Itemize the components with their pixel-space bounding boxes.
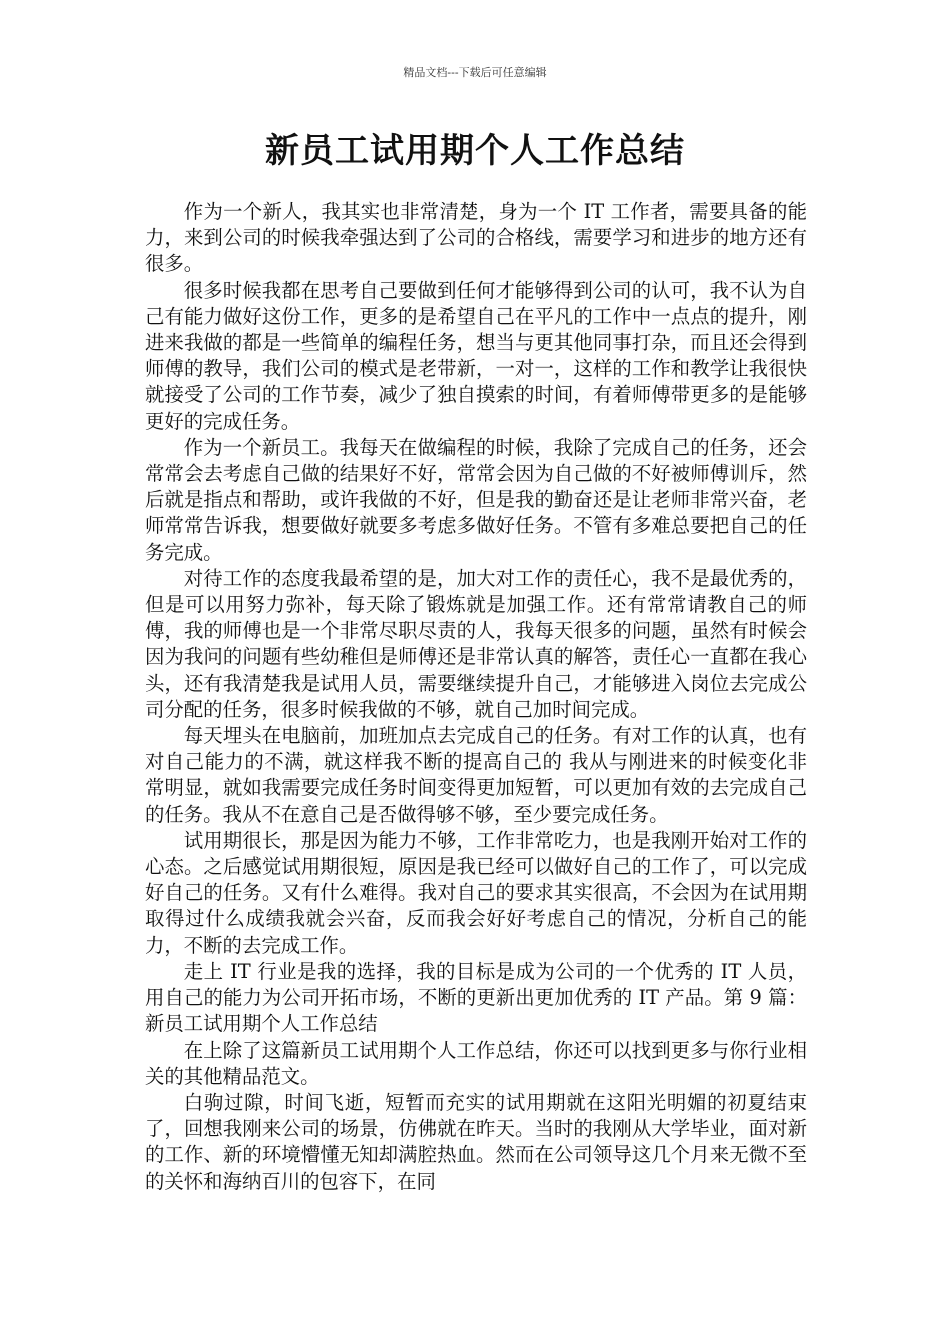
paragraph: 试用期很长，那是因为能力不够，工作非常吃力，也是我刚开始对工作的心态。之后感觉试用期很短，原因是我已经可以做好自己的工作了，可以完成好自己的任务。又有什么难得。我对自己的要求其实很高，不会因为在试用期取得过什么成绩我就会兴奋，反而我会好好考虑自己的情况，分析自己的能力，不断的去完成工作。: [145, 828, 807, 957]
paragraph: 在上除了这篇新员工试用期个人工作总结，你还可以找到更多与你行业相关的其他精品范文。: [145, 1038, 807, 1088]
paragraph: 很多时候我都在思考自己要做到任何才能够得到公司的认可，我不认为自己有能力做好这份工作，更多的是希望自己在平凡的工作中一点点的提升，刚进来我做的都是一些简单的编程任务，想当与更其他同事打杂，而且还会得到师傅的教导，我们公司的模式是老带新，一对一，这样的工作和教学让我很快就接受了公司的工作节奏，减少了独自摸索的时间，有着师傅带更多的是能够更好的完成任务。: [145, 278, 807, 433]
document-title: 新员工试用期个人工作总结: [265, 131, 685, 171]
paragraph: 对待工作的态度我最希望的是，加大对工作的责任心，我不是最优秀的，但是可以用努力弥补，每天除了锻炼就是加强工作。还有常常请教自己的师傅，我的师傅也是一个非常尽职尽责的人，我每天很多的问题，虽然有时候会因为我问的问题有些幼稚但是师傅还是非常认真的解答，责任心一直都在我心头，还有我清楚我是试用人员，需要继续提升自己，才能够进入岗位去完成公司分配的任务，很多时候我做的不够，就自己加时间完成。: [145, 566, 807, 721]
paragraph: 走上 IT 行业是我的选择，我的目标是成为公司的一个优秀的 IT 人员，用自己的能力为公司开拓市场，不断的更新出更加优秀的 IT 产品。第 9 篇：新员工试用期个人工作总结: [145, 959, 807, 1036]
paragraph: 白驹过隙，时间飞逝，短暂而充实的试用期就在这阳光明媚的初夏结束了，回想我刚来公司的场景，仿佛就在昨天。当时的我刚从大学毕业，面对新的工作、新的环境懵懂无知却满腔热血。然而在公司领导这几个月来无微不至的关怀和海纳百川的包容下，在同: [145, 1090, 807, 1193]
document-body: [145, 199, 807, 1195]
header-note: 精品文档---下载后可任意编辑: [403, 66, 547, 79]
paragraph: 作为一个新员工。我每天在做编程的时候，我除了完成自己的任务，还会常常会去考虑自己做的结果好不好，常常会因为自己做的不好被师傅训斥，然后就是指点和帮助，或许我做的不好，但是我的勤奋还是让老师非常兴奋，老师常常告诉我，想要做好就要多考虑多做好任务。不管有多难总要把自己的任务完成。: [145, 435, 807, 564]
paragraph: 作为一个新人，我其实也非常清楚，身为一个 IT 工作者，需要具备的能力，来到公司的时候我牵强达到了公司的合格线，需要学习和进步的地方还有很多。: [145, 200, 807, 276]
paragraph: 每天埋头在电脑前，加班加点去完成自己的任务。有对工作的认真，也有对自己能力的不满，就这样我不断的提高自己的 我从与刚进来的时候变化非常明显，就如我需要完成任务时间变得更加短暂，可以更加有效的去完成自己的任务。我从不在意自己是否做得够不够，至少要完成任务。: [145, 724, 807, 826]
